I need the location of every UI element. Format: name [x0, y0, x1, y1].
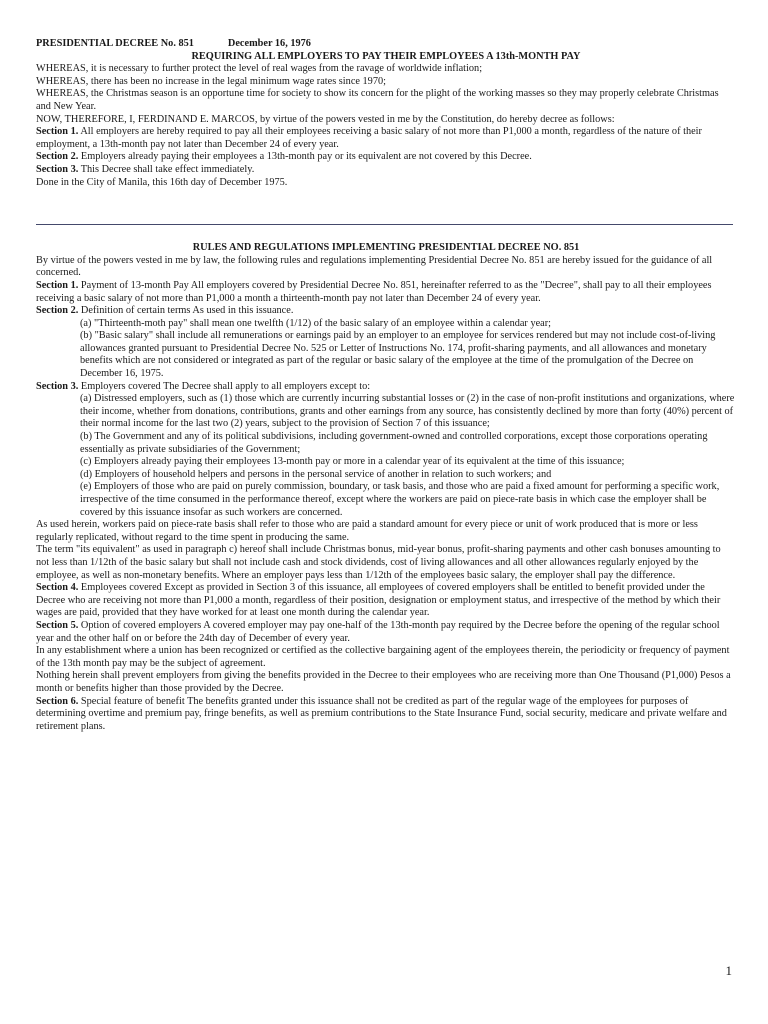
whereas-clause: WHEREAS, the Christmas season is an opportune time for society to show its concern for the plight of the working masses so they may properly celebrate Christmas and New Year. [36, 88, 719, 112]
section-text: Employers covered The Decree shall apply to all employers except to: [78, 380, 371, 392]
decree-number: PRESIDENTIAL DECREE No. 851 [36, 38, 194, 49]
section-text: Definition of certain terms As used in this issuance. [78, 305, 294, 317]
exception-item: (e) Employers of those who are paid on purely commission, boundary, or task basis, and those who are paid a fixed amount for performing a specific work, irrespective of the time consumed in the performance thereof, except where the workers are paid on piece-rate basis in which case the employer shall be covered by this issuance insofar as such workers are concerned. [80, 481, 720, 518]
decree-title: REQUIRING ALL EMPLOYERS TO PAY THEIR EMPLOYEES A 13th-MONTH PAY [191, 50, 581, 62]
section-divider [36, 224, 733, 225]
section-text: This Decree shall take effect immediately. [78, 163, 255, 175]
section-text: Option of covered employers A covered employer may pay one-half of the 13th-month pay required by the Decree before the opening of the regular school year and the other half on or before the 24th day of December of every year. [36, 619, 720, 644]
decree-section [36, 126, 736, 151]
section-text: Employees covered Except as provided in Section 3 of this issuance, all employees of covered employers shall be entitled to benefit provided under the Decree who are receiving not more than P1,000 a month, regardless of their position, designation or employment status, and irrespective of the method by which their wages are paid, provided that they have worked for at least one month during the calendar year. [36, 582, 721, 619]
decree-header [36, 38, 736, 51]
exception-item: (a) Distressed employers, such as (1) those which are currently incurring substantial losses or (2) in the case of non-profit institutions and organizations, where their income, whether from donations, contributions, grants and other earnings from any source, has consistently declined by more than forty (40%) percent of their normal income for the last two (2) years, subject to the provision of Section 7 of this issuance; [80, 393, 735, 430]
now-therefore-clause: NOW, THEREFORE, I, FERDINAND E. MARCOS, by virtue of the powers vested in me by the Constitution, do hereby decree as follows: [36, 113, 615, 125]
exception-item: (c) Employers already paying their employees 13-month pay or more in a calendar year of its equivalent at the time of this issuance; [80, 456, 625, 468]
decree-date: December 16, 1976 [227, 38, 311, 49]
rules-section-1 [36, 280, 736, 305]
exception-item: (d) Employers of household helpers and persons in the personal service of another in relation to such workers; and [80, 468, 552, 480]
whereas-clause: WHEREAS, there has been no increase in the legal minimum wage rates since 1970; [36, 75, 386, 87]
section-label: Section 2. [36, 305, 79, 317]
section-label: Section 5. [36, 619, 79, 631]
section-text: Payment of 13-month Pay All employers covered by Presidential Decree No. 851, hereinafter referred to as the "Decree", shall pay to all their employees receiving a basic salary of not more than P1,000 a month a thirteenth-month pay not later than December 24 of every year. [36, 279, 712, 304]
rules-section-4 [36, 582, 736, 620]
rules-section-5 [36, 620, 736, 645]
equivalent-paragraph: The term "its equivalent" as used in paragraph c) hereof shall include Christmas bonus, mid-year bonus, profit-sharing payments and other cash bonuses amounting to not less than 1/12th of the basic salary but shall not include cash and stock dividends, cost of living allowances and all other allowances regularly enjoyed by the employee, as well as non-monetary benefits. Where an employer pays less than 1/12th of the employees basic salary, the employer shall pay the difference. [36, 544, 721, 581]
rules-section-6 [36, 696, 736, 734]
section-text: All employers are hereby required to pay all their employees receiving a basic salary of not more than P1,000 a month, regardless of the nature of their employment, a 13th-month pay not later than December 24 of every year. [36, 126, 702, 150]
section-label: Section 4. [36, 582, 79, 594]
nothing-herein-paragraph: Nothing herein shall prevent employers from giving the benefits provided in the Decree to their employees who are receiving more than One Thousand (P1,000) Pesos a month or benefits higher than those provided by the Decree. [36, 670, 731, 694]
document-page [36, 38, 736, 733]
decree-section [36, 164, 736, 177]
definition-item: (b) "Basic salary" shall include all remunerations or earnings paid by an employer to an employee for services rendered but may not include cost-of-living allowances granted pursuant to Presidential Decree No. 525 or Letter of Instructions No. 174, profit-sharing payments, and all allowances and monetary benefits which are not considered or integrated as part of the regular or basic salary of the employee at the time of the promulgation of the Decree on December 16, 1975. [80, 330, 716, 380]
section-text: Special feature of benefit The benefits granted under this issuance shall not be credited as part of the regular wage of the employees for purposes of determining overtime and premium pay, fringe benefits, as well as premium contributions to the State Insurance Fund, social security, medicare and private welfare and retirement plans. [36, 695, 727, 732]
whereas-clause: WHEREAS, it is necessary to further protect the level of real wages from the ravage of worldwide inflation; [36, 63, 483, 75]
decree-section [36, 151, 736, 164]
rules-section-3 [36, 381, 736, 394]
section-label: Section 3. [36, 163, 79, 175]
section-label: Section 6. [36, 695, 79, 707]
section-text: Employers already paying their employees a 13th-month pay or its equivalent are not covered by this Decree. [78, 151, 532, 163]
exception-item: (b) The Government and any of its political subdivisions, including government-owned and controlled corporations, except those corporations operating essentially as private subsidiaries of the Government; [80, 431, 708, 455]
rules-intro: By virtue of the powers vested in me by law, the following rules and regulations implementing Presidential Decree No. 851 are hereby issued for the guidance of all concerned. [36, 254, 713, 279]
definition-item: (a) "Thirteenth-moth pay" shall mean one twelfth (1/12) of the basic salary of an employee within a calendar year; [80, 317, 552, 329]
section-label: Section 1. [36, 279, 79, 291]
piece-rate-paragraph: As used herein, workers paid on piece-rate basis shall refer to those who are paid a standard amount for every piece or unit of work produced that is more or less regularly replicated, without regard to the time spent in producing the same. [36, 519, 698, 543]
section-label: Section 2. [36, 151, 79, 163]
done-clause: Done in the City of Manila, this 16th day of December 1975. [36, 176, 288, 188]
page-number: 1 [725, 963, 732, 978]
union-paragraph: In any establishment where a union has been recognized or certified as the collective bargaining agent of the employees therein, the periodicity or frequency of payment of the 13th month pay may be the subject of agreement. [36, 645, 730, 669]
section-label: Section 3. [36, 380, 79, 392]
rules-section-2 [36, 305, 736, 318]
section-label: Section 1. [36, 126, 79, 138]
rules-title: RULES AND REGULATIONS IMPLEMENTING PRESIDENTIAL DECREE NO. 851 [192, 242, 580, 254]
